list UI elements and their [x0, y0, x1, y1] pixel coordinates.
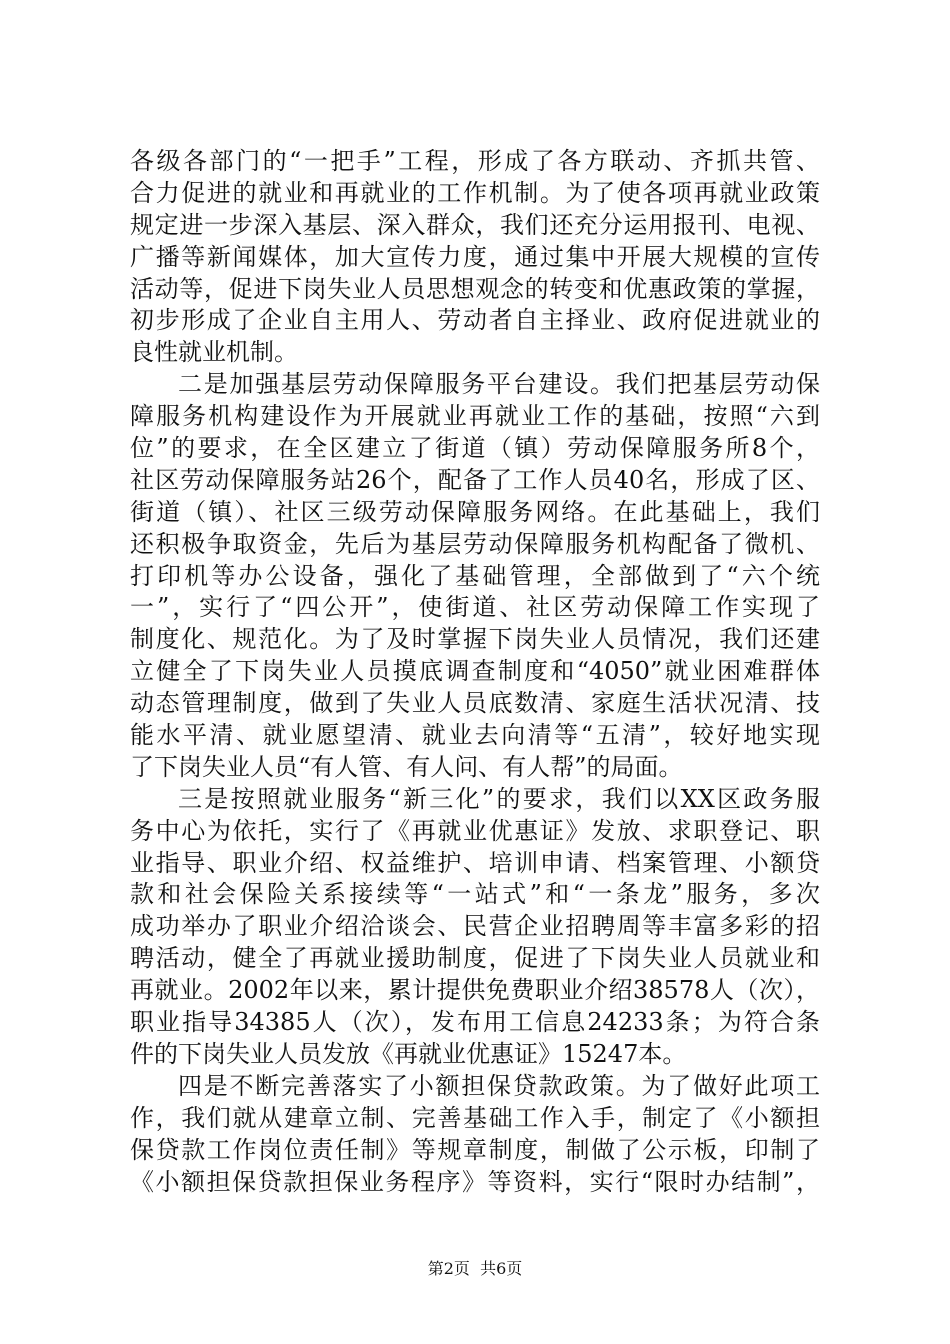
text-line: 职业指导34385人（次），发布用工信息24233条；为符合条 [130, 1008, 820, 1037]
text-line: 良性就业机制。 [130, 338, 298, 367]
text-line: 一”，实行了“四公开”，使街道、社区劳动保障工作实现了 [130, 593, 820, 622]
text-line: 各级各部门的“一把手”工程，形成了各方联动、齐抓共管、 [130, 147, 820, 175]
text-line: 广播等新闻媒体，加大宣传力度，通过集中开展大规模的宣传 [130, 242, 820, 271]
text-line: 业指导、职业介绍、权益维护、培训申请、档案管理、小额贷 [130, 848, 820, 877]
text-line: 作，我们就从建章立制、完善基础工作入手，制定了《小额担 [130, 1103, 820, 1132]
paragraph-start-line: 四是不断完善落实了小额担保贷款政策。为了做好此项工 [178, 1071, 820, 1100]
text-line: 成功举办了职业介绍洽谈会、民营企业招聘周等丰富多彩的招 [130, 912, 820, 941]
text-line: 能水平清、就业愿望清、就业去向清等“五清”，较好地实现 [130, 721, 820, 750]
text-line: 街道（镇）、社区三级劳动保障服务网络。在此基础上，我们 [130, 497, 820, 526]
text-line: 再就业。2002年以来，累计提供免费职业介绍38578人（次）， [130, 976, 820, 1005]
paragraph-start-line: 二是加强基层劳动保障服务平台建设。我们把基层劳动保 [178, 370, 820, 399]
text-line: 障服务机构建设作为开展就业再就业工作的基础，按照“六到 [130, 402, 820, 431]
text-line: 聘活动，健全了再就业援助制度，促进了下岗失业人员就业和 [130, 944, 820, 973]
text-line: 保贷款工作岗位责任制》等规章制度，制做了公示板，印制了 [130, 1135, 820, 1164]
text-line: 动态管理制度，做到了失业人员底数清、家庭生活状况清、技 [130, 689, 820, 718]
text-line: 制度化、规范化。为了及时掌握下岗失业人员情况，我们还建 [130, 625, 820, 654]
text-line: 务中心为依托，实行了《再就业优惠证》发放、求职登记、职 [130, 816, 820, 845]
paragraph-start-line: 三是按照就业服务“新三化”的要求，我们以XX区政务服 [178, 784, 820, 813]
text-line: 规定进一步深入基层、深入群众，我们还充分运用报刊、电视、 [130, 210, 820, 239]
text-line: 打印机等办公设备，强化了基础管理，全部做到了“六个统 [130, 561, 820, 590]
text-line: 初步形成了企业自主用人、劳动者自主择业、政府促进就业的 [130, 306, 820, 335]
text-line: 款和社会保险关系接续等“一站式”和“一条龙”服务，多次 [130, 880, 820, 909]
text-line: 了下岗失业人员“有人管、有人问、有人帮”的局面。 [130, 752, 683, 781]
text-line: 位”的要求，在全区建立了街道（镇）劳动保障服务所8个， [130, 434, 820, 463]
text-line: 立健全了下岗失业人员摸底调查制度和“4050”就业困难群体 [130, 657, 820, 686]
body-text [130, 146, 820, 1198]
text-line: 社区劳动保障服务站26个，配备了工作人员40名，形成了区、 [130, 465, 820, 494]
text-line: 合力促进的就业和再就业的工作机制。为了使各项再就业政策 [130, 178, 820, 207]
text-line: 《小额担保贷款担保业务程序》等资料，实行“限时办结制”， [130, 1167, 820, 1196]
text-line: 件的下岗失业人员发放《再就业优惠证》15247本。 [130, 1039, 687, 1068]
text-line: 活动等，促进下岗失业人员思想观念的转变和优惠政策的掌握， [130, 274, 820, 303]
text-line: 还积极争取资金，先后为基层劳动保障服务机构配备了微机、 [130, 529, 820, 558]
page-number-footer: 第2页 共6页 [427, 1259, 523, 1278]
